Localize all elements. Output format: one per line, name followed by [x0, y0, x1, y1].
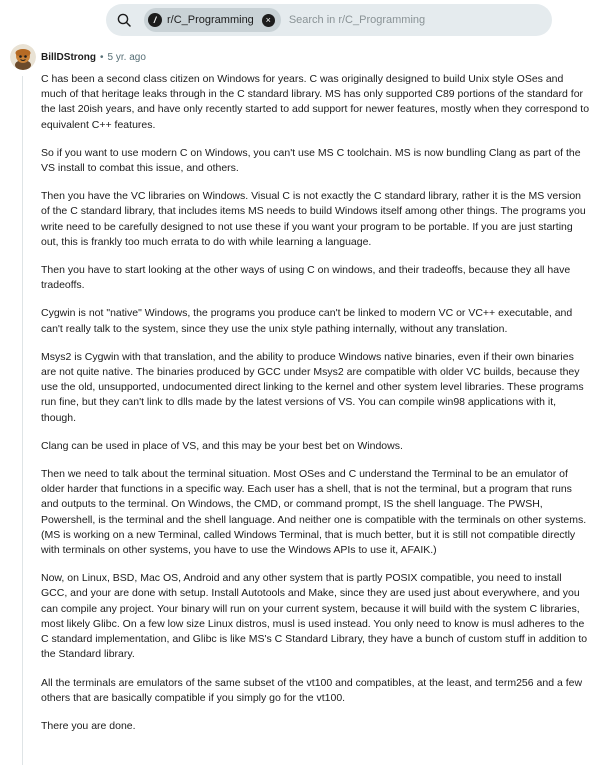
subreddit-icon: /	[148, 13, 162, 27]
comment-header	[10, 43, 146, 71]
subreddit-filter-chip[interactable]	[144, 8, 281, 32]
comment-paragraph: There you are done.	[41, 719, 136, 732]
subreddit-chip-label: r/C_Programming	[167, 14, 254, 26]
comment-author[interactable]: BillDStrong	[41, 51, 96, 63]
comment-timestamp[interactable]: 5 yr. ago	[107, 51, 146, 63]
comment-paragraph: C has been a second class citizen on Windows for years. C was originally designed to build Unix style OSes and much of that heritage leaks through in the C standard library. MS has only supported C89 portions of the standard for the last 20ish years, and have only recently started to add support for newer features, mostly when they correspond to equivalent C++ features.	[41, 73, 590, 131]
comment-paragraph: All the terminals are emulators of the same subset of the vt100 and compatibles, at the least, and term256 and a few others that are basically compatible if you simply go for the vt100.	[41, 676, 583, 704]
thread-line[interactable]	[22, 76, 23, 765]
comment-paragraph: Msys2 is Cygwin with that translation, and the ability to produce Windows native binaries, even if their own binaries are not quite native. The binaries produced by GCC under Msys2 are compatible with older VC builds, because they use the old, unsupported, undocumented direct linking to the kernel and other system level libraries. These programs run fine, but they can't link to dlls made by the latest versions of VS. You can compile win98 applications with it, though.	[41, 350, 584, 424]
comment-paragraph: Clang can be used in place of VS, and this may be your best bet on Windows.	[41, 439, 403, 452]
search-icon[interactable]	[116, 12, 132, 28]
comment-paragraph: Then you have the VC libraries on Windows. Visual C is not exactly the C standard library, rather it is the MS version of the C standard library, that includes items MS needs to build Windows itself among other things. The programs you write need to be carefully designed to not use these if you want your program to be portable. If you are just starting out, this is frankly too much errata to do with while learning a language.	[41, 190, 586, 248]
comment-paragraph: So if you want to use modern C on Windows, you can't use MS C toolchain. MS is now bundling Clang as part of the VS install to combat this issue, and others.	[41, 146, 581, 175]
comment-paragraph: Then you have to start looking at the other ways of using C on windows, and their tradeoffs, because they all have tradeoffs.	[41, 264, 571, 292]
comment-paragraph: Now, on Linux, BSD, Mac OS, Android and any other system that is partly POSIX compatible, you need to install GCC, and your are done with setup. Install Autotools and Make, since they are used just about everywhere, and you can compile any project. Your binary will run on your current system, because it will build with the system C libraries, most likely Glibc. On a few low size Linux distros, musl is used instead. You only need to know is musl adheres to the C standard implementation, and Glibc is like MS's C Standard Library, they have a bunch of custom stuff in addition to the Standard library.	[41, 572, 588, 661]
comment-body	[41, 72, 590, 747]
avatar[interactable]	[10, 44, 36, 70]
close-icon[interactable]: ×	[262, 14, 275, 27]
meta-separator: •	[100, 51, 104, 63]
search-bar[interactable]	[106, 4, 552, 36]
comment-paragraph: Cygwin is not "native" Windows, the programs you produce can't be linked to modern VC or VC++ executable, and can't really talk to the system, since they use the unix style pathing internally, without any translation.	[41, 307, 573, 335]
comment-paragraph: Then we need to talk about the terminal situation. Most OSes and C understand the Terminal to be an emulator of older harder that functions in a specific way. Each user has a shell, that is not the terminal, but a program that runs and outputs to the terminal. On Windows, the CMD, or command prompt, IS the shell language. The PWSH, Powershell, is the terminal and the shell language. And neither one is compatible with the terminals on other systems. (MS is working on a new Terminal, called Windows Terminal, that is much better, but it is still not compatible directly with terminals on other systems, you have to use the Windows APIs to use it, AFAIK.)	[41, 468, 587, 557]
search-input[interactable]	[289, 14, 489, 26]
